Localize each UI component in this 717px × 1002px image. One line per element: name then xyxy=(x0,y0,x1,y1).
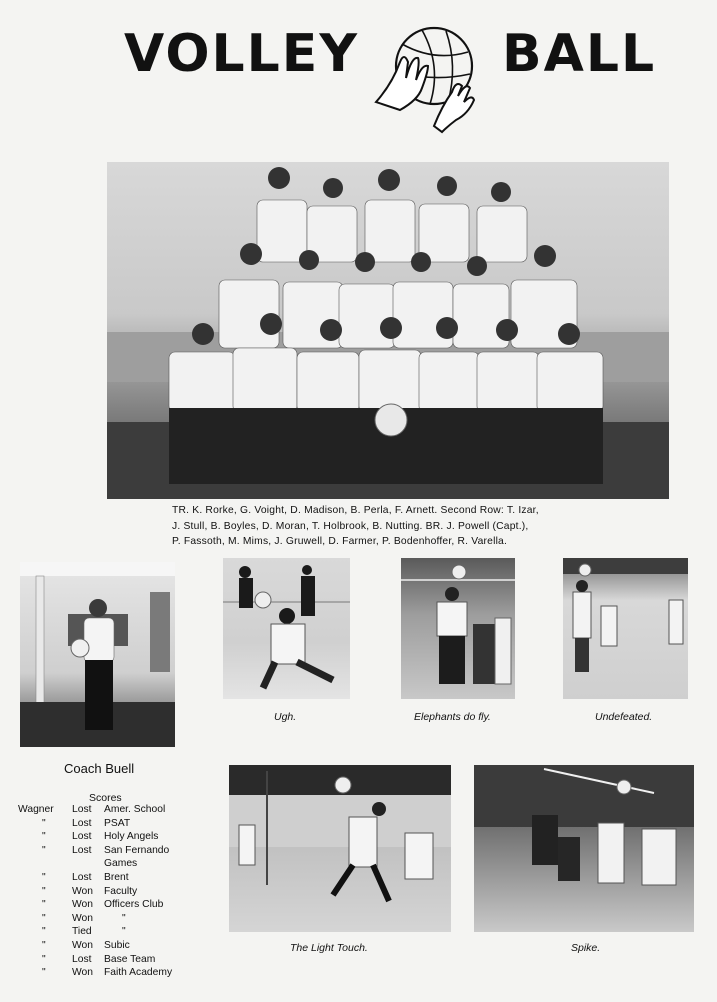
score-result: Won xyxy=(72,912,93,924)
score-team: " xyxy=(42,912,46,924)
score-team: " xyxy=(42,831,46,843)
score-opponent: Amer. School xyxy=(104,804,166,815)
score-row xyxy=(18,925,198,939)
scores-heading: Scores xyxy=(89,792,122,804)
photo-ugh xyxy=(223,558,350,699)
team-caption-line-2: J. Stull, B. Boyles, D. Moran, T. Holbrook, B. Nutting. BR. J. Powell (Capt.), xyxy=(172,521,529,532)
caption-undefeated: Undefeated. xyxy=(595,711,653,723)
coach-name: Coach Buell xyxy=(64,761,135,776)
score-row xyxy=(18,898,198,912)
score-result: Tied xyxy=(72,926,92,938)
score-opponent: Officers Club xyxy=(104,899,164,911)
score-row xyxy=(18,966,198,980)
score-team: " xyxy=(42,953,46,965)
caption-ugh: Ugh. xyxy=(274,711,297,723)
score-opponent: Faith Academy xyxy=(104,967,173,979)
score-result: Lost xyxy=(72,817,92,829)
score-row xyxy=(18,953,198,967)
photo-undefeated xyxy=(563,558,688,699)
score-opponent: San Fernando xyxy=(104,844,170,856)
title-volley: VOLLEY xyxy=(124,24,359,84)
title-ball: BALL xyxy=(502,24,657,84)
score-team: " xyxy=(42,817,46,829)
score-opponent: " xyxy=(122,912,126,924)
score-opponent: " xyxy=(122,926,126,938)
score-result: Lost xyxy=(72,831,92,843)
score-team: Wagner xyxy=(18,804,54,815)
score-row xyxy=(18,857,198,871)
score-opponent: Subic xyxy=(104,939,130,951)
score-result: Lost xyxy=(72,953,92,965)
score-row xyxy=(18,817,198,831)
score-result: Won xyxy=(72,967,93,979)
score-team: " xyxy=(42,899,46,911)
score-row xyxy=(18,830,198,844)
score-opponent: Base Team xyxy=(104,953,156,965)
score-row xyxy=(18,885,198,899)
score-opponent: Faculty xyxy=(104,885,138,897)
score-team: " xyxy=(42,939,46,951)
score-team: " xyxy=(42,844,46,856)
score-row xyxy=(18,871,198,885)
score-result: Won xyxy=(72,885,93,897)
team-photo xyxy=(107,162,669,499)
volleyball-hands-icon xyxy=(372,22,480,134)
score-team: " xyxy=(42,885,46,897)
score-row xyxy=(18,912,198,926)
scores-list xyxy=(18,803,198,980)
score-result: Lost xyxy=(72,871,92,883)
caption-elephants: Elephants do fly. xyxy=(414,711,491,723)
score-result: Lost xyxy=(72,844,92,856)
score-result: Lost xyxy=(72,804,92,815)
score-opponent: Brent xyxy=(104,871,129,883)
caption-spike: Spike. xyxy=(571,942,601,954)
team-caption-line-3: P. Fassoth, M. Mims, J. Gruwell, D. Farmer, P. Bodenhoffer, R. Varella. xyxy=(172,536,508,547)
caption-light-touch: The Light Touch. xyxy=(290,942,368,954)
score-team: " xyxy=(42,871,46,883)
photo-elephants-do-fly xyxy=(401,558,515,699)
photo-the-light-touch xyxy=(229,765,451,932)
score-row xyxy=(18,844,198,858)
score-result: Won xyxy=(72,939,93,951)
score-result: Won xyxy=(72,899,93,911)
score-row xyxy=(18,803,198,817)
score-row xyxy=(18,939,198,953)
score-opponent: Games xyxy=(104,858,138,870)
team-caption-line-1: TR. K. Rorke, G. Voight, D. Madison, B. Perla, F. Arnett. Second Row: T. Izar, xyxy=(172,505,539,516)
photo-spike xyxy=(474,765,694,932)
coach-photo xyxy=(20,562,175,747)
score-team: " xyxy=(42,967,46,979)
score-team: " xyxy=(42,926,46,938)
score-opponent: Holy Angels xyxy=(104,831,159,843)
score-opponent: PSAT xyxy=(104,817,131,829)
